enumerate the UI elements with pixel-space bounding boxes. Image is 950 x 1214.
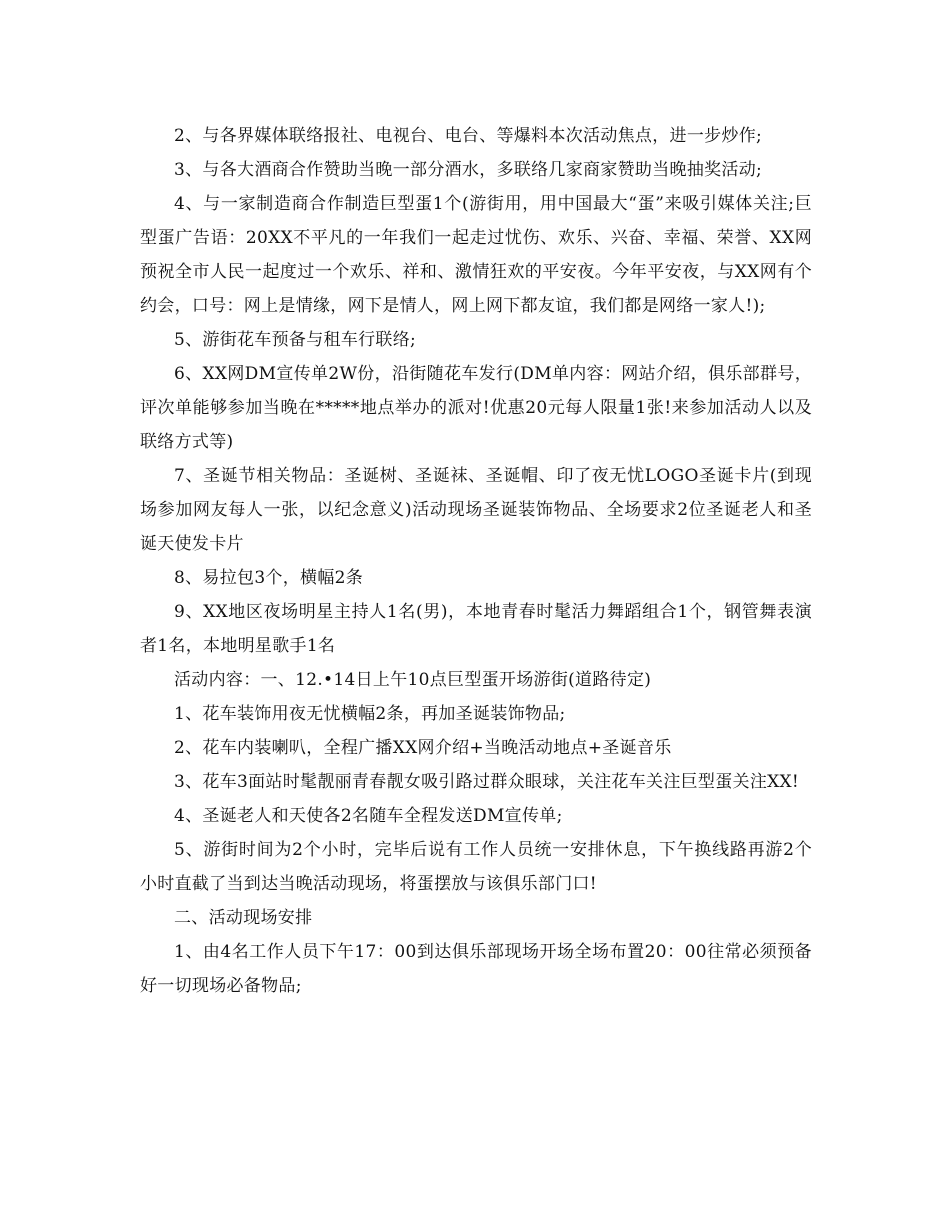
paragraph-venue-setup: 1、由4名工作人员下午17：00到达俱乐部现场开场全场布置20：00往常必须预备好一切现场必备物品; <box>140 942 812 996</box>
paragraph-santa-angels: 4、圣诞老人和天使各2名随车全程发送DM宣传单; <box>174 806 563 826</box>
paragraph-float-decoration: 1、花车装饰用夜无忧横幅2条，再加圣诞装饰物品; <box>174 704 566 724</box>
paragraph-float-speaker: 2、花车内装喇叭，全程广播XX网介绍+当晚活动地点+圣诞音乐 <box>174 738 672 758</box>
paragraph-dm-flyers: 6、XX网DM宣传单2W份，沿街随花车发行(DM单内容：网站介绍，俱乐部群号，评次单能够参加当晚在*****地点举办的派对!优惠20元每人限量1张!来参加活动人以及联络方式等) <box>140 364 812 452</box>
paragraph-parade-time: 5、游街时间为2个小时，完毕后说有工作人员统一安排休息，下午换线路再游2个小时直截了当到达当晚活动现场，将蛋摆放与该俱乐部门口! <box>140 840 812 894</box>
paragraph-performers: 9、XX地区夜场明星主持人1名(男)，本地青春时髦活力舞蹈组合1个，钢管舞表演者1名，本地明星歌手1名 <box>140 602 812 656</box>
paragraph-christmas-items: 7、圣诞节相关物品：圣诞树、圣诞袜、圣诞帽、印了夜无忧LOGO圣诞卡片(到现场参加网友每人一张，以纪念意义)活动现场圣诞装饰物品、全场要求2位圣诞老人和圣诞天使发卡片 <box>140 466 812 554</box>
paragraph-giant-egg: 4、与一家制造商合作制造巨型蛋1个(游街用，用中国最大“蛋”来吸引媒体关注;巨型蛋广告语：20XX不平凡的一年我们一起走过忧伤、欢乐、兴奋、幸福、荣誉、XX网预祝全市人民一起度过一个欢乐、祥和、激情狂欢的平安夜。今年平安夜，与XX网有个约会，口号：网上是情缘，网下是情人，网上网下都友谊，我们都是网络一家人!); <box>140 194 812 316</box>
document-body <box>140 119 812 1003</box>
paragraph-float-models: 3、花车3面站时髦靓丽青春靓女吸引路过群众眼球，关注花车关注巨型蛋关注XX! <box>174 772 800 792</box>
paragraph-wine-sponsor: 3、与各大酒商合作赞助当晚一部分酒水，多联络几家商家赞助当晚抽奖活动; <box>174 160 763 180</box>
section-heading-venue: 二、活动现场安排 <box>174 908 313 928</box>
paragraph-banners: 8、易拉包3个，横幅2条 <box>174 568 364 588</box>
paragraph-activity-content: 活动内容：一、12.•14日上午10点巨型蛋开场游街(道路待定) <box>174 670 652 690</box>
paragraph-media-contact: 2、与各界媒体联络报社、电视台、电台、等爆料本次活动焦点，进一步炒作; <box>174 126 763 146</box>
paragraph-float-car: 5、游街花车预备与租车行联络; <box>174 330 417 350</box>
